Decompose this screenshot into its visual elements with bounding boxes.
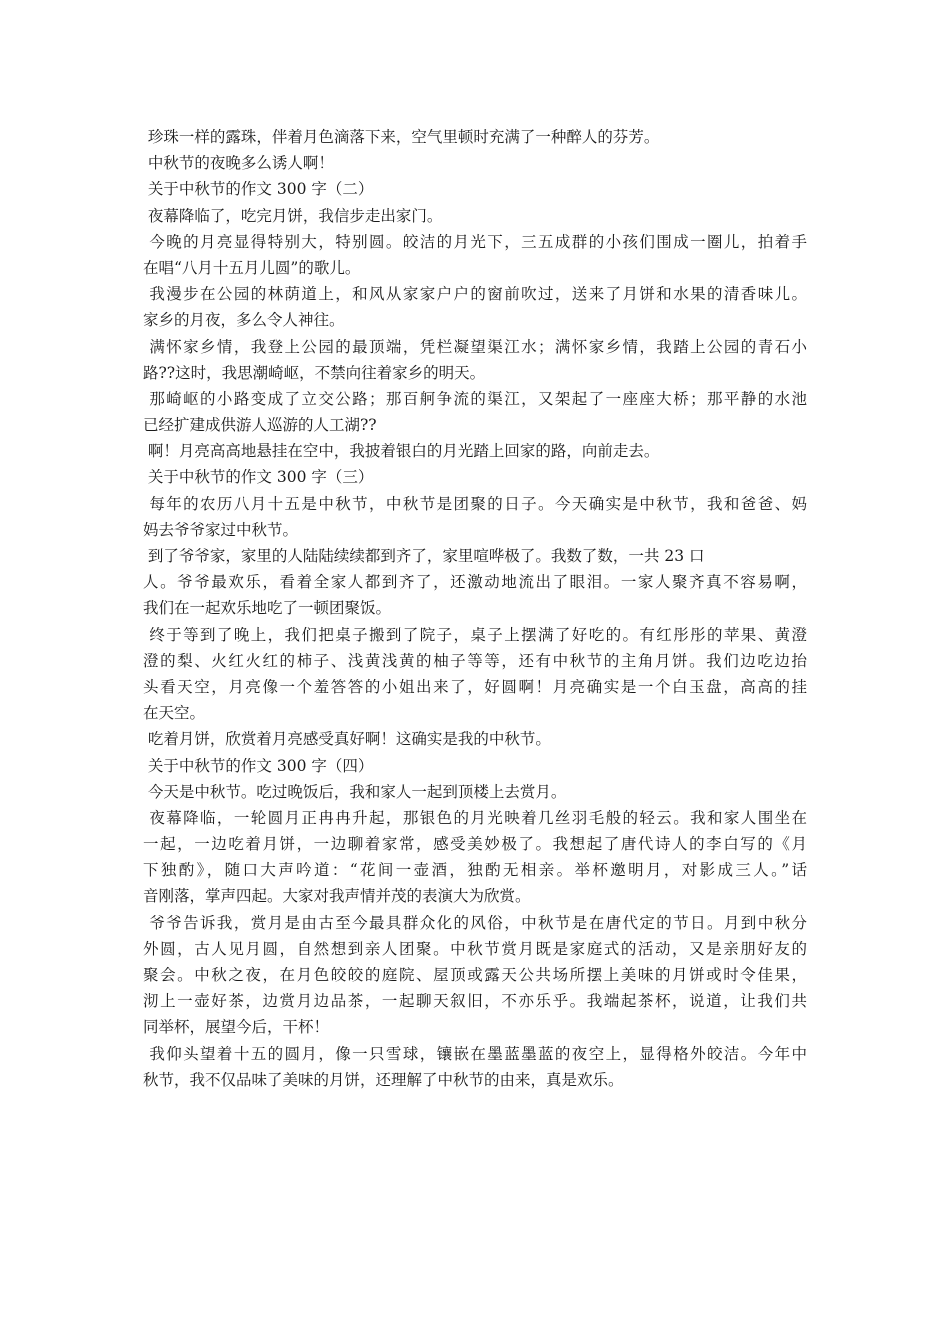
text-line: 夜幕降临，一轮圆月正冉冉升起，那银色的月光映着几丝羽毛般的轻云。我和家人围坐在 (143, 808, 807, 827)
text-line: 终于等到了晚上，我们把桌子搬到了院子，桌子上摆满了好吃的。有红彤彤的苹果、黄澄 (143, 625, 807, 644)
text-line: 妈去爷爷家过中秋节。 (143, 520, 299, 539)
text-line: 同举杯，展望今后，干杯！ (143, 1018, 330, 1037)
text-line: 爷爷告诉我，赏月是由古至今最具群众化的风俗，中秋节是在唐代定的节日。月到中秋分 (143, 913, 807, 932)
text-line: 音刚落，掌声四起。大家对我声情并茂的表演大为欣赏。 (143, 887, 531, 906)
section-heading: 关于中秋节的作文 300 字（三） (143, 468, 374, 487)
section-heading: 关于中秋节的作文 300 字（四） (143, 756, 374, 775)
text-line: 秋节，我不仅品味了美味的月饼，还理解了中秋节的由来，真是欢乐。 (143, 1070, 624, 1089)
text-line: 沏上一壶好茶，边赏月边品茶，一起聊天叙旧，不亦乐乎。我端起茶杯，说道，让我们共 (143, 992, 807, 1011)
text-line: 外圆，古人见月圆，自然想到亲人团聚。中秋节赏月既是家庭式的活动，又是亲朋好友的 (143, 939, 807, 958)
text-line: 珍珠一样的露珠，伴着月色滴落下来，空气里顿时充满了一种醉人的芬芳。 (143, 128, 660, 146)
text-line: 今晚的月亮显得特别大，特别圆。皎洁的月光下，三五成群的小孩们围成一圈儿，拍着手 (143, 232, 807, 251)
text-line: 在天空。 (143, 704, 206, 723)
text-line: 已经扩建成供游人巡游的人工湖?? (143, 416, 377, 435)
text-line: 满怀家乡情，我登上公园的最顶端，凭栏凝望渠江水；满怀家乡情，我踏上公园的青石小 (143, 337, 807, 356)
text-line: 一起，一边吃着月饼，一边聊着家常，感受美妙极了。我想起了唐代诗人的李白写的《月 (143, 835, 807, 854)
text-line: 到了爷爷家，家里的人陆陆续续都到齐了，家里喧哗极了。我数了数，一共 23 口 (143, 547, 705, 565)
document-page (143, 124, 807, 1093)
text-line: 我仰头望着十五的圆月，像一只雪球，镶嵌在墨蓝墨蓝的夜空上，显得格外皎洁。今年中 (143, 1044, 807, 1063)
text-line: 家乡的月夜，多么令人神往。 (143, 311, 345, 330)
text-line: 中秋节的夜晚多么诱人啊！ (143, 154, 334, 173)
text-line: 吃着月饼，欣赏着月亮感受真好啊！这确实是我的中秋节。 (143, 730, 551, 749)
text-line: 在唱“八月十五月儿圆”的歌儿。 (143, 258, 361, 277)
text-line: 路??这时，我思潮崎岖，不禁向往着家乡的明天。 (143, 363, 486, 382)
text-line: 今天是中秋节。吃过晚饭后，我和家人一起到顶楼上去赏月。 (143, 782, 567, 801)
text-line: 我漫步在公园的林荫道上，和风从家家户户的窗前吹过，送来了月饼和水果的清香味儿。 (143, 285, 807, 304)
text-line: 澄的梨、火红火红的柿子、浅黄浅黄的柚子等等，还有中秋节的主角月饼。我们边吃边抬 (143, 651, 807, 670)
section-heading: 关于中秋节的作文 300 字（二） (143, 180, 374, 199)
text-line: 人。爷爷最欢乐，看着全家人都到齐了，还激动地流出了眼泪。一家人聚齐真不容易啊， (143, 573, 807, 592)
text-line: 聚会。中秋之夜，在月色皎皎的庭院、屋顶或露天公共场所摆上美味的月饼或时令佳果， (143, 966, 807, 984)
text-line: 啊！月亮高高地悬挂在空中，我披着银白的月光踏上回家的路，向前走去。 (143, 442, 660, 461)
text-line: 下独酌》，随口大声吟道：“花间一壶酒，独酌无相亲。举杯邀明月，对影成三人。”话 (143, 861, 807, 880)
text-line: 头看天空，月亮像一个羞答答的小姐出来了，好圆啊！月亮确实是一个白玉盘，高高的挂 (143, 677, 807, 696)
text-line: 我们在一起欢乐地吃了一顿团聚饭。 (143, 599, 392, 618)
text-line: 每年的农历八月十五是中秋节，中秋节是团聚的日子。今天确实是中秋节，我和爸爸、妈 (143, 494, 807, 513)
text-line: 夜幕降临了，吃完月饼，我信步走出家门。 (143, 206, 443, 225)
text-line: 那崎岖的小路变成了立交公路；那百舸争流的渠江，又架起了一座座大桥；那平静的水池 (143, 389, 807, 408)
